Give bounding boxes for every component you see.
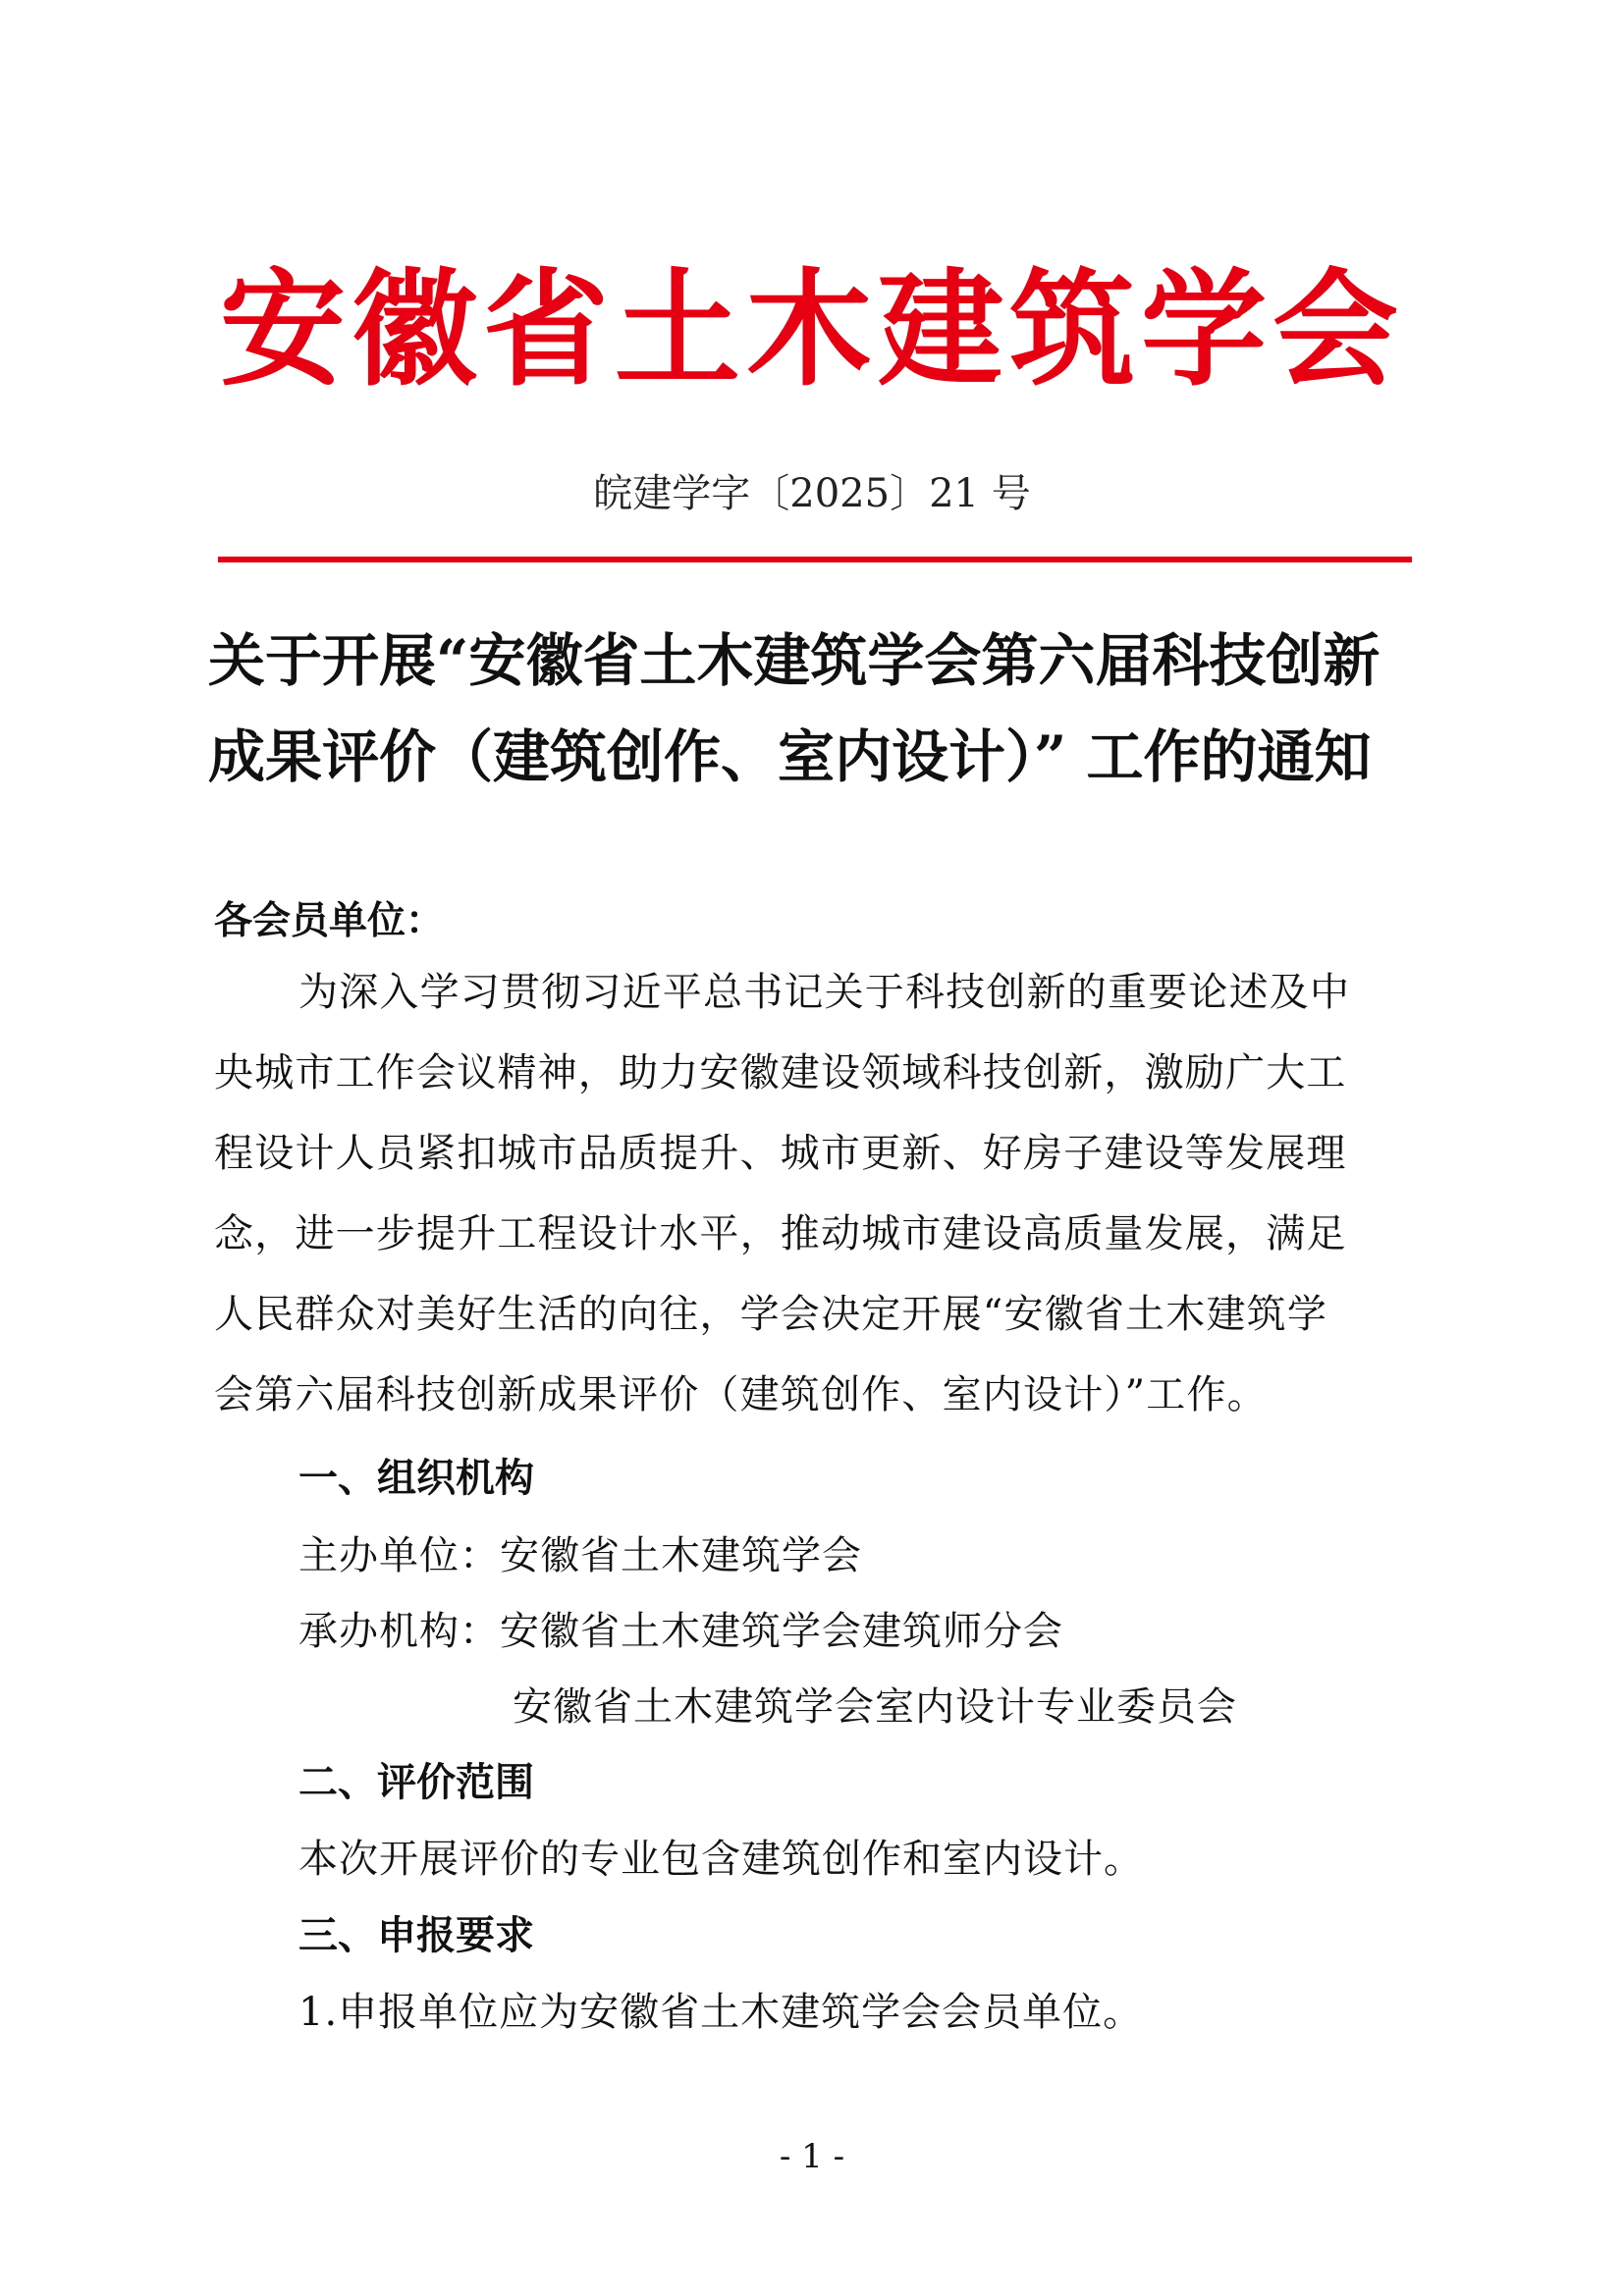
document-title [208,613,1426,805]
red-separator-line [218,557,1412,562]
host-unit: 主办单位：安徽省土木建筑学会 [298,1533,862,1578]
intro-line: 人民群众对美好生活的向往，学会决定开展“安徽省土木建筑学 [214,1292,1328,1337]
intro-line: 程设计人员紧扣城市品质提升、城市更新、好房子建设等发展理 [214,1131,1347,1176]
requirement-item-1: 1.申报单位应为安徽省土木建筑学会会员单位。 [298,1990,1144,2035]
title-line-1: 关于开展“安徽省土木建筑学会第六届科技创新 [208,627,1380,694]
scope-text: 本次开展评价的专业包含建筑创作和室内设计。 [298,1837,1144,1882]
intro-line: 为深入学习贯彻习近平总书记关于科技创新的重要论述及中 [298,970,1351,1015]
intro-line: 念，进一步提升工程设计水平，推动城市建设高质量发展，满足 [214,1211,1347,1256]
section-heading-scope: 二、评价范围 [298,1760,534,1805]
section-heading-requirements: 三、申报要求 [298,1913,534,1958]
organizing-body-continued: 安徽省土木建筑学会室内设计专业委员会 [513,1684,1237,1730]
intro-paragraph [214,952,1412,1435]
page-number: - 1 - [779,2137,845,2176]
document-number: 皖建学字〔2025〕21 号 [593,471,1031,516]
title-line-2: 成果评价（建筑创作、室内设计）” 工作的通知 [208,723,1372,790]
intro-line: 央城市工作会议精神，助力安徽建设领域科技创新，激励广大工 [214,1050,1347,1095]
organizing-body: 承办机构：安徽省土木建筑学会建筑师分会 [298,1609,1063,1654]
intro-line: 会第六届科技创新成果评价（建筑创作、室内设计）”工作。 [214,1372,1268,1417]
section-heading-organization: 一、组织机构 [298,1456,534,1501]
salutation: 各会员单位： [214,899,445,943]
organization-name: 安徽省土木建筑学会 [219,257,1404,403]
